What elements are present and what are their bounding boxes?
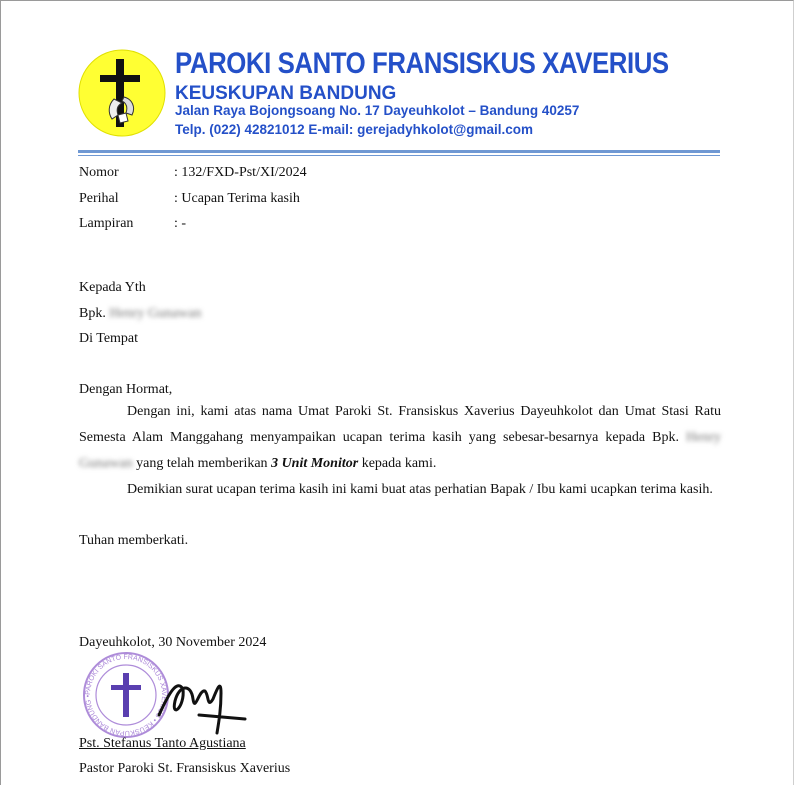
recipient-line2 xyxy=(79,305,201,322)
p1-part2: yang telah memberikan xyxy=(136,456,268,471)
body-paragraph-1 xyxy=(79,399,721,477)
handwritten-signature xyxy=(159,686,245,733)
greeting: Dengan Hormat, xyxy=(79,382,173,397)
p1-name-redacted: Henry Gunawan xyxy=(79,430,721,471)
recipient-prefix: Bpk. xyxy=(79,306,106,321)
lampiran-label: Lampiran xyxy=(79,216,134,231)
nomor-label: Nomor xyxy=(79,165,119,180)
parish-logo xyxy=(78,49,166,137)
stamp-text: PAROKI SANTO FRANSISKUS XAVERIUS • KEUSKUPAN BANDUNG • xyxy=(84,653,168,737)
place-date: Dayeuhkolot, 30 November 2024 xyxy=(79,635,267,650)
parish-contact: Telp. (022) 42821012 E-mail: gerejadyhkolot@gmail.com xyxy=(175,122,534,137)
p1-part3: kepada kami. xyxy=(361,456,437,471)
recipient-line1: Kepada Yth xyxy=(79,280,146,295)
signer-title: Pastor Paroki St. Fransiskus Xaverius xyxy=(79,761,291,776)
p1-part1: Dengan ini, kami atas nama Umat Paroki St. Fransiskus Xaverius Dayeuhkolot dan Umat Stasi Ratu Semesta Alam Manggahang menyampaikan ucapan terima kasih yang sebesar-besarnya kepada Bpk. xyxy=(79,404,721,445)
body-paragraph-2: Demikian surat ucapan terima kasih ini kami buat atas perhatian Bapak / Ibu kami ucapkan terima kasih. xyxy=(127,482,713,497)
perihal-label: Perihal xyxy=(79,191,119,206)
parish-stamp xyxy=(84,653,168,737)
header-rule-thin xyxy=(78,155,720,156)
signer-name: Pst. Stefanus Tanto Agustiana xyxy=(79,736,246,751)
recipient-name-redacted: Henry Gunawan xyxy=(109,306,202,321)
nomor-value: : 132/FXD-Pst/XI/2024 xyxy=(174,165,307,180)
p1-emphasis: 3 Unit Monitor xyxy=(271,456,359,471)
diocese-name: KEUSKUPAN BANDUNG xyxy=(175,83,397,104)
closing: Tuhan memberkati. xyxy=(79,533,189,548)
header-rule-thick xyxy=(78,150,720,153)
parish-name: PAROKI SANTO FRANSISKUS XAVERIUS xyxy=(175,47,669,80)
stamp-and-signature xyxy=(81,649,251,741)
perihal-value: : Ucapan Terima kasih xyxy=(174,191,300,206)
parish-address: Jalan Raya Bojongsoang No. 17 Dayeuhkolot – Bandung 40257 xyxy=(175,103,580,118)
lampiran-value: : - xyxy=(174,216,187,231)
recipient-line3: Di Tempat xyxy=(79,331,139,346)
